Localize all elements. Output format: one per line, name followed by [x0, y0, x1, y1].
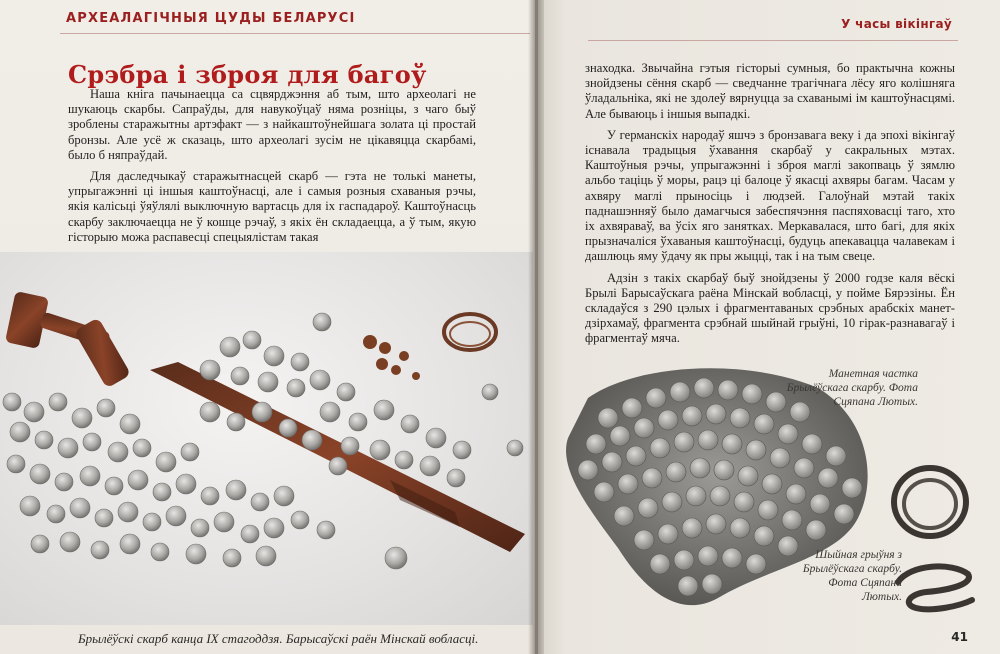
section-heading: Срэбра і зброя для багоў [68, 60, 427, 89]
paragraph: знаходка. Звычайна гэтыя гісторыі сумныя, бо практычна кожны знойдзены сёння скарб — сведчанне трагічнага лёсу яго колішняга ўладальніка, які не здолеў вярнуцца за схаванымі ім каштоўнасцямі. Але бываюць і іншыя выпадкі. [585, 61, 955, 121]
running-head-left: АРХЕАЛАГІЧНЫЯ ЦУДЫ БЕЛАРУСІ [66, 11, 356, 26]
header-rule-right [588, 40, 958, 41]
header-rule-left [60, 33, 530, 34]
paragraph: Для даследчыкаў старажытнасцей скарб — гэта не толькі манеты, упрыгажэнні ці іншыя каштоўнасці, але і самыя розныя схаваныя рэчы, якія калісьці ўяўлялі выключную вартасць для іх гаспадароў. Каштоўнасць скарбу заключаецца не ў кошце рэчаў, з якіх ён складаецца, а ў тым, якую гісторыю можа распавесці спецыялістам такая [68, 169, 476, 244]
caption-coins: Манетная частка Брылёўскага скарбу. Фота Сцяпана Лютых. [786, 368, 918, 408]
caption-torque: Шыйная грыўня з Брылёўскага скарбу. Фота Сцяпана Лютых. [802, 549, 902, 603]
page-number: 41 [951, 630, 968, 644]
running-head-right: У часы вікінгаў [841, 17, 952, 31]
paragraph: Наша кніга пачынаецца са сцвярджэння аб тым, што археолагі не шукаюць скарбы. Сапраўды, для навукоўцаў няма розніцы, з чаго быў зроблены старажытны артэфакт — з найкаштоўнейшага золата ці простай бронзы. Але усё ж сказаць, што археолагі зусім не цікавяцца скарбамі, было б няпраўдай. [68, 87, 476, 162]
book-gutter [528, 0, 544, 654]
right-text-column [585, 61, 955, 353]
hoard-photo [0, 252, 533, 625]
hoard-illustration [0, 252, 533, 625]
paragraph: Адзін з такіх скарбаў быў знойдзены ў 2000 годзе каля вёскі Брылі Барысаўскага раёна Мінскай вобласці, у поймe Бярэзіны. Ён складаўся з 290 цэлых і фрагментаваных срэбных арабскіх манет-дзірхамаў, фрагмента срэбнай шыйнай грыўні, 10 гірак-разнавагаў і фрагментаў мяча. [585, 270, 955, 346]
caption-hoard: Брылёўскі скарб канца IX стагоддзя. Барысаўскі раён Мінскай вобласці. [78, 631, 479, 646]
left-text-column [68, 87, 476, 251]
paragraph: У германскіх народаў яшчэ з бронзавага веку і да эпохі вікінгаў існавала традыцыя ўхавання скарбаў у сакральных мэтах. Каштоўныя рэчы, упрыгажэнні і зброя маглі закопваць ў зямлю альбо таціць ў моры, рацэ ці балоце ў якасці ахвяры багам. Часам у ахвяру маглі прыносіць і людзей. Галоўнай мэтай такіх паднашэнняў было дамагчыся забеспячэння паспяховасці таго, хто іх ахвяраваў, ва ўсіх яго занятках. Меркавалася, што багі, для якіх прызначаліся ўхаваныя каштоўнасці, будуць апекавацца чалавекам і дашлюць яму ўдачу як пры жыцці, так і на тым свеце. [585, 127, 955, 264]
